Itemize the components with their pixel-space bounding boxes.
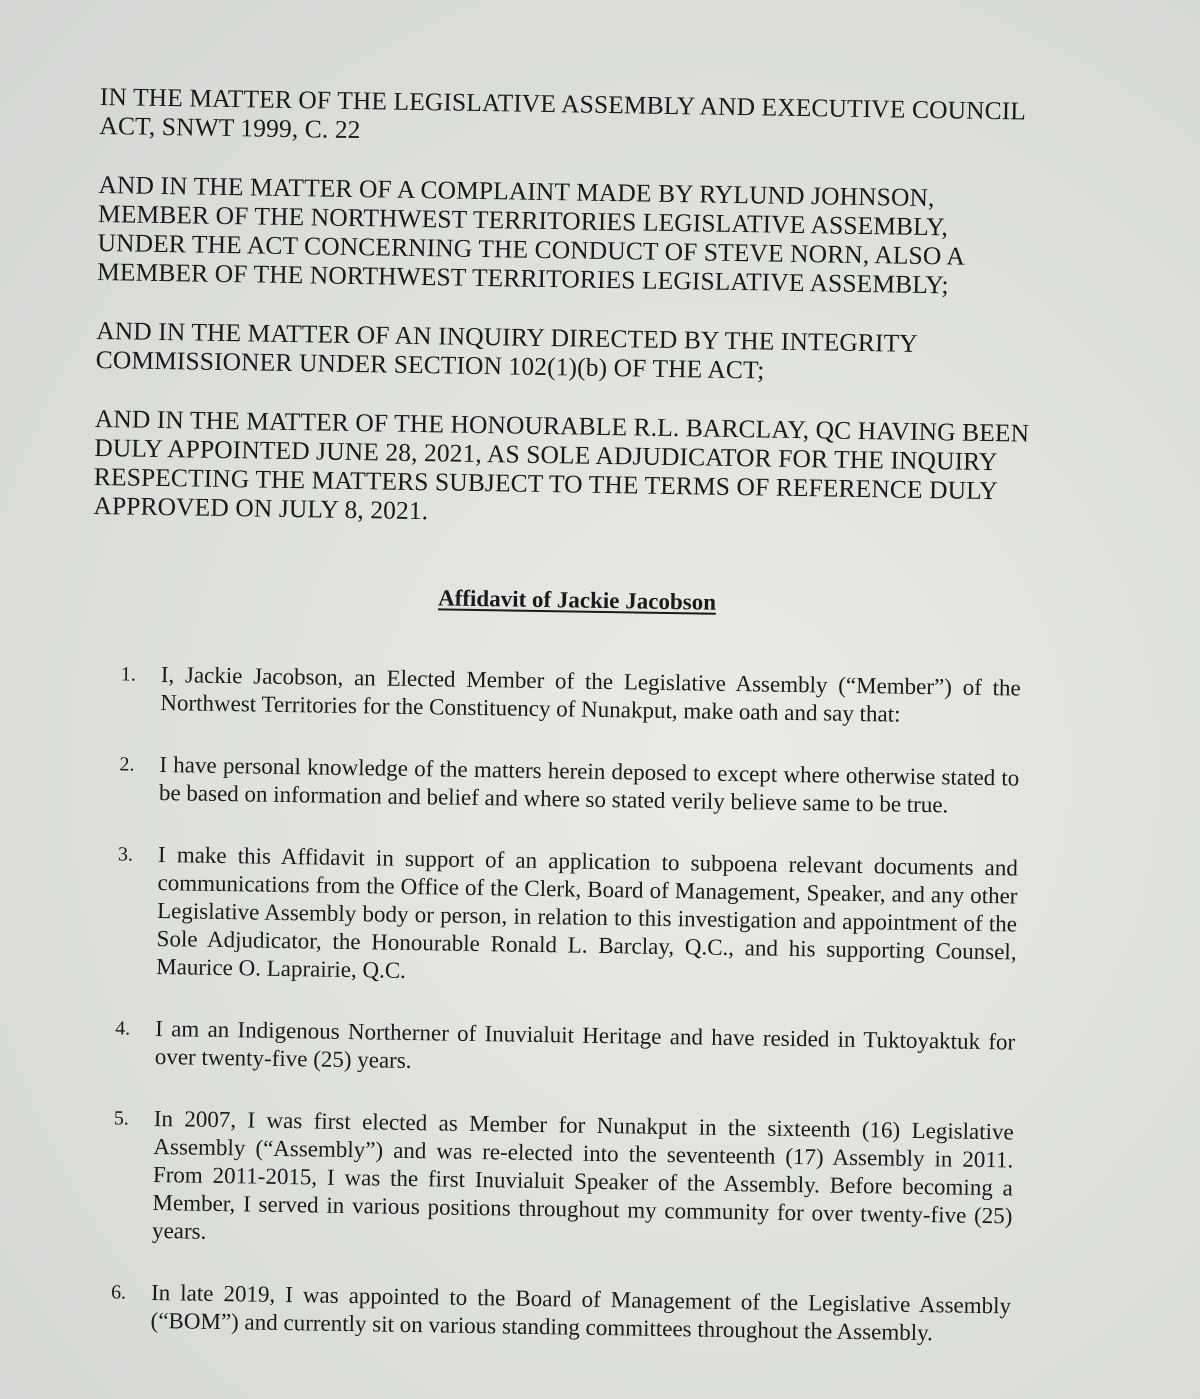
paragraph-number: 5. bbox=[113, 1107, 130, 1130]
paragraph-number: 3. bbox=[117, 843, 134, 866]
affidavit-paragraph bbox=[110, 1278, 1011, 1348]
style-of-cause-caption-4: AND IN THE MATTER OF THE HONOURABLE R.L. BARCLAY, QC HAVING BEEN DULY APPOINTED JUNE 28, 2021, AS SOLE ADJUDICATOR FOR THE INQUIRY RESPECTING THE MATTERS SUBJECT TO THE TERMS OF REFERENCE DULY APPROVED ON JULY 8, 2021. bbox=[93, 403, 1030, 526]
affidavit-paragraph bbox=[120, 660, 1021, 730]
paragraph-text: In 2007, I was first elected as Member for Nunakput in the sixteenth (16) Legislative Assembly (“Assembly”) and was re-elected into the seventeenth (17) Assembly in 2011. From 2011-2015, I was the first Inuvialuit Speaker of the Assembly. Before becoming a Member, I served in various positions throughout my community for over twenty-five (25) years. bbox=[151, 1105, 1014, 1244]
paragraph-text: In late 2019, I was appointed to the Board of Management of the Legislative Assembly (“BOM”) and currently sit on various standing committees throughout the Assembly. bbox=[150, 1279, 1012, 1346]
affidavit-paragraph bbox=[112, 1104, 1014, 1258]
affidavit-paragraph-list bbox=[110, 660, 1021, 1382]
affidavit-title: Affidavit of Jackie Jacobson bbox=[437, 585, 717, 615]
paragraph-text: I am an Indigenous Northerner of Inuvialuit Heritage and have resided in Tuktoyaktuk for over twenty-five (25) years. bbox=[154, 1015, 1016, 1074]
paragraph-text: I make this Affidavit in support of an application to subpoena relevant documents and communications from the Office of the Clerk, Board of Management, Speaker, and any other Legislative Assembly body or person, in relation to this investigation and appointment of the Sole Adjudicator, the Honourable Ronald L. Barclay, Q.C., and his supporting Counsel, Maurice O. Laprairie, Q.C. bbox=[156, 842, 1019, 983]
paragraph-number: 2. bbox=[119, 753, 135, 776]
affidavit-paragraph bbox=[119, 750, 1020, 820]
style-of-cause-caption-1: IN THE MATTER OF THE LEGISLATIVE ASSEMBLY AND EXECUTIVE COUNCIL ACT, SNWT 1999, C. 22 bbox=[99, 82, 1026, 145]
paragraph-text: I, Jackie Jacobson, an Elected Member of the Legislative Assembly (“Member”) of the Northwest Territories for the Constituency of Nunakput, make oath and say that: bbox=[160, 662, 1021, 727]
affidavit-paragraph bbox=[115, 1014, 1016, 1084]
paragraph-text: I have personal knowledge of the matters herein deposed to except where otherwise stated to be based on information and belief and where so stated verily believe same to be true. bbox=[158, 752, 1020, 818]
affidavit-paragraph bbox=[116, 840, 1018, 994]
style-of-cause-caption-2: AND IN THE MATTER OF A COMPLAINT MADE BY RYLUND JOHNSON, MEMBER OF THE NORTHWEST TERRITORIES LEGISLATIVE ASSEMBLY, UNDER THE ACT CONCERNING THE CONDUCT OF STEVE NORN, ALSO A MEMBER OF THE NORTHWEST TERRITORIES LEGISLATIVE ASSEMBLY; bbox=[96, 169, 964, 300]
paragraph-number: 4. bbox=[115, 1017, 131, 1040]
paragraph-number: 1. bbox=[120, 663, 136, 686]
paragraph-number: 6. bbox=[110, 1281, 127, 1304]
style-of-cause-caption-3: AND IN THE MATTER OF AN INQUIRY DIRECTED BY THE INTEGRITY COMMISSIONER UNDER SECTION 102(1)(b) OF THE ACT; bbox=[95, 315, 918, 385]
